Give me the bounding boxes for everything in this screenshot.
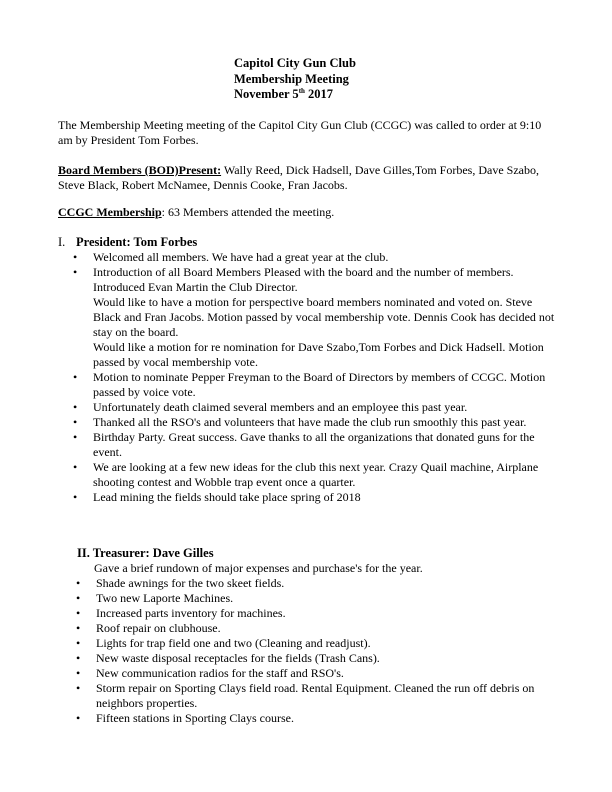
board-label: Board Members (BOD)Present: [58, 163, 222, 177]
item-line: • Lead mining the fields should take place spring of 2018 [93, 490, 361, 504]
date-year: 2017 [304, 87, 334, 101]
club-name: Capitol City Gun Club [234, 56, 356, 70]
section-numeral: I. [58, 235, 66, 249]
treasurer-intro: Gave a brief rundown of major expenses and purchase's for the year. [94, 561, 423, 575]
meeting-name: Membership Meeting [234, 71, 349, 86]
treasurer-heading: II. Treasurer: Dave Gilles [77, 546, 214, 560]
list-item: • Fifteen stations in Sporting Clays course. [76, 711, 572, 726]
list-item [73, 430, 561, 460]
meeting-date [234, 87, 356, 103]
list-item [73, 400, 561, 415]
list-item [73, 250, 561, 265]
list-item [73, 490, 561, 505]
list-item: • Storm repair on Sporting Clays field road. Rental Equipment. Cleaned the run off debris on neighbors properties. [76, 681, 572, 711]
date-suffix: th [298, 87, 305, 95]
list-item: • Roof repair on clubhouse. [76, 621, 572, 636]
membership-count: : 63 Members attended the meeting. [161, 205, 335, 219]
list-item [73, 460, 561, 490]
document-title-block [234, 56, 356, 103]
item-line: Would like a motion for re nomination for Dave Szabo,Tom Forbes and Dick Hadsell. Motion passed by vocal membership vote. [93, 340, 544, 369]
intro-paragraph: The Membership Meeting meeting of the Capitol City Gun Club (CCGC) was called to order at 9:10 am by President Tom Forbes. [58, 118, 542, 147]
list-item [73, 415, 561, 430]
president-title: President: Tom Forbes [76, 235, 198, 249]
list-item: • Shade awnings for the two skeet fields. [76, 576, 572, 591]
board-paragraph [58, 163, 558, 193]
item-line: • Unfortunately death claimed several members and an employee this past year. [93, 400, 468, 414]
list-item: • Lights for trap field one and two (Cleaning and readjust). [76, 636, 572, 651]
date-text: November 5 [234, 87, 299, 101]
item-line: • Welcomed all members. We have had a great year at the club. [93, 250, 389, 264]
board-list: Wally Reed, Dick Hadsell, Dave Gilles,Tom Forbes, Dave Szabo, Steve Black, Robert McNamee, Dennis Cooke, Fran Jacobs. [58, 163, 539, 192]
list-item [73, 370, 561, 400]
list-item: • New waste disposal receptacles for the fields (Trash Cans). [76, 651, 572, 666]
membership-paragraph [58, 205, 558, 220]
membership-label: CCGC Membership [58, 205, 162, 219]
list-item: • Two new Laporte Machines. [76, 591, 572, 606]
president-heading [58, 235, 197, 250]
list-item [73, 265, 561, 370]
item-line: • Motion to nominate Pepper Freyman to the Board of Directors by members of CCGC. Motion passed by voice vote. [93, 370, 546, 399]
item-line: • Birthday Party. Great success. Gave thanks to all the organizations that donated guns for the event. [93, 430, 535, 459]
list-item: • Increased parts inventory for machines. [76, 606, 572, 621]
item-line: • Thanked all the RSO's and volunteers that have made the club run smoothly this past year. [93, 415, 527, 429]
item-line: • We are looking at a few new ideas for the club this next year. Crazy Quail machine, Airplane shooting contest and Wobble trap event once a quarter. [93, 460, 539, 489]
item-line: • Introduction of all Board Members Pleased with the board and the number of members. Introduced Evan Martin the Club Director. [93, 265, 514, 294]
president-items [73, 250, 561, 505]
treasurer-items [76, 576, 572, 726]
list-item: • New communication radios for the staff and RSO's. [76, 666, 572, 681]
item-line: Would like to have a motion for perspective board members nominated and voted on. Steve Black and Fran Jacobs. Motion passed by vocal membership vote. Dennis Cook has decided not stay on the board. [93, 295, 555, 339]
